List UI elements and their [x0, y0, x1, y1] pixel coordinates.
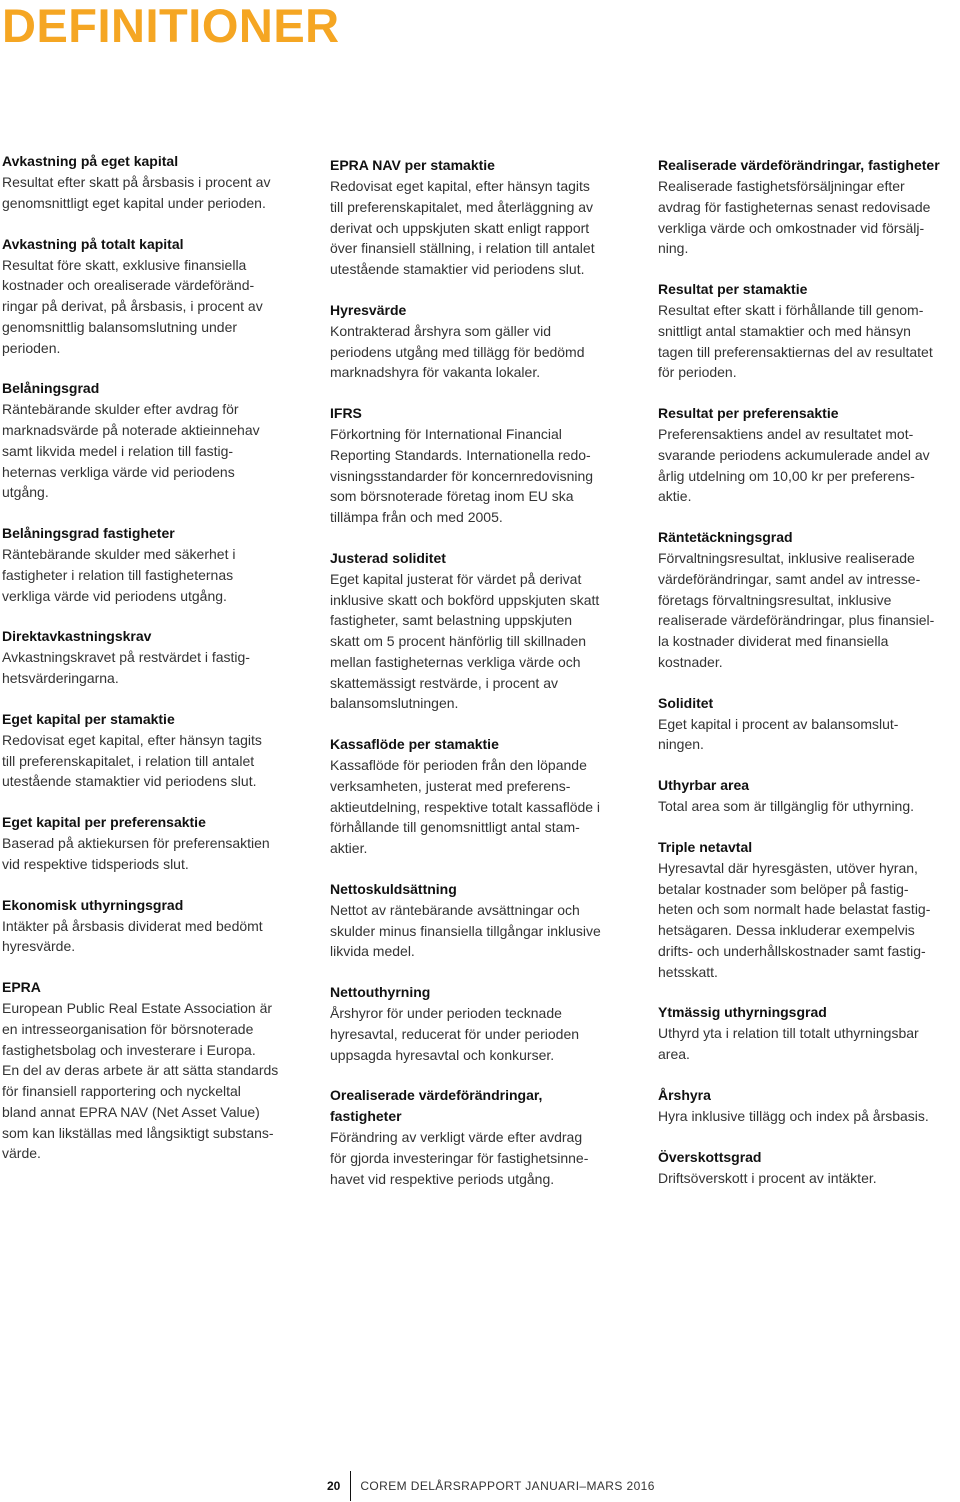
definition-entry [2, 812, 302, 875]
definition-text: European Public Real Estate Association är en intresseorganisation för börsnoterade fastighetsbolag och investerare i Europa. En del av deras arbete är att sätta standards för finansiell rapportering och nyckeltal bland annat EPRA NAV (Net Asset Value) som kan likställas med långsiktigt substans- värde. [2, 1000, 279, 1162]
definition-term: Triple netavtal [658, 838, 753, 855]
definition-text: Förkortning för International Financial Reporting Standards. Internationella redo- visningsstandarder för koncernredovisning som börsnoterade företag inom EU ska tillämpa från och med 2005. [330, 426, 594, 525]
definition-entry [658, 527, 958, 673]
definition-entry [330, 155, 630, 280]
definition-entry [330, 982, 630, 1065]
definition-entry [658, 279, 958, 383]
definition-term: Uthyrbar area [658, 777, 750, 793]
definition-entry [658, 155, 958, 259]
definition-term: Kassaflöde per stamaktie [330, 736, 499, 752]
definition-entry [330, 1085, 630, 1189]
definition-entry [658, 693, 958, 756]
definition-entry [658, 837, 958, 983]
definition-term: Överskottsgrad [658, 1148, 762, 1165]
definitions-column-2 [330, 155, 630, 1210]
definition-term: Resultat per preferensaktie [658, 405, 839, 421]
definition-text: Resultat efter skatt i förhållande till genom- snittligt antal stamaktier och med hänsyn tagen till preferensaktiernas del av resultatet för perioden. [658, 302, 933, 381]
definition-text: Total area som är tillgänglig för uthyrning. [658, 798, 915, 814]
definition-entry [2, 709, 302, 792]
definition-text: Hyra inklusive tillägg och index på årsbasis. [658, 1107, 929, 1124]
report-title: COREM DELÅRSRAPPORT JANUARI–MARS 2016 [360, 1479, 655, 1493]
definition-entry [2, 234, 302, 359]
definition-text: Avkastningskravet på restvärdet i fastig- hetsvärderingarna. [2, 649, 250, 686]
definitions-column-1 [2, 151, 302, 1184]
definition-entry [658, 1085, 958, 1127]
definition-text: Uthyrd yta i relation till totalt uthyrningsbar area. [658, 1025, 919, 1062]
definition-text: Årshyror för under perioden tecknade hyresavtal, reducerat för under perioden uppsagda hyresavtal och konkurser. [330, 1005, 580, 1063]
definition-text: Räntebärande skulder efter avdrag för marknadsvärde på noterade aktieinnehav samt likvida medel i relation till fastig- heternas verkliga värde vid periodens utgång. [2, 401, 260, 501]
definition-entry [2, 977, 302, 1164]
definition-entry [2, 895, 302, 958]
definition-term: Justerad soliditet [330, 549, 446, 566]
definition-term: Ytmässig uthyrningsgrad [658, 1004, 827, 1021]
definition-entry [2, 151, 302, 214]
definition-text: Nettot av räntebärande avsättningar och skulder minus finansiella tillgångar inklusive likvida medel. [330, 901, 601, 960]
definition-term: Årshyra [658, 1086, 711, 1103]
definition-entry [2, 523, 302, 606]
definition-term: Eget kapital per preferensaktie [2, 814, 206, 830]
definition-term: Direktavkastningskrav [2, 628, 152, 645]
definition-term: Ekonomisk uthyrningsgrad [2, 896, 184, 913]
definition-term: Nettouthyrning [330, 984, 431, 1000]
definition-text: Förvaltningsresultat, inklusive realiserade värdeförändringar, samt andel av intresse- företags förvaltningsresultat, inklusive realiserade värdeförändringar, plus finansiel- la kostnader dividerat med finansiella kostnader. [658, 550, 935, 670]
definition-entry [330, 734, 630, 859]
definition-text: Resultat efter skatt på årsbasis i procent av genomsnittligt eget kapital under perioden. [2, 174, 271, 211]
definition-term: Soliditet [658, 694, 714, 711]
definition-term: Avkastning på totalt kapital [2, 235, 184, 252]
definition-term: Eget kapital per stamaktie [2, 710, 175, 727]
definition-text: Realiserade fastighetsförsäljningar efter avdrag för fastigheternas senast redovisade verkliga värde och omkostnader vid försälj- ning. [658, 178, 931, 257]
definition-text: Hyresavtal där hyresgästen, utöver hyran, betalar kostnader som belöper på fastig- heten och som normalt hade belastat fastig- hetsägaren. Dessa inkluderar exempelvis drifts- och underhållskostnader samt fastig- hetsskatt. [658, 859, 931, 980]
definition-text: Förändring av verkligt värde efter avdrag för gjorda investeringar för fastighetsinne- havet vid respektive periods utgång. [330, 1129, 589, 1187]
definition-term: Orealiserade värdeförändringar, fastigheter [330, 1087, 543, 1125]
definition-term: EPRA [2, 979, 41, 995]
page-title: DEFINITIONER [2, 0, 340, 52]
definition-text: Resultat före skatt, exklusive finansiella kostnader och orealiserade värdeföränd- ringar på derivat, på årsbasis, i procent av genomsnittlig balansomslutning under perioden. [2, 256, 263, 356]
definition-term: IFRS [330, 405, 362, 421]
definition-term: EPRA NAV per stamaktie [330, 157, 495, 173]
definition-term: Hyresvärde [330, 301, 407, 318]
definition-text: Räntebärande skulder med säkerhet i fastigheter i relation till fastigheternas verkliga värde vid periodens utgång. [2, 546, 236, 604]
page-number: 20 [327, 1479, 341, 1493]
definition-entry [658, 403, 958, 507]
definition-term: Belåningsgrad [2, 380, 100, 397]
definition-term: Belåningsgrad fastigheter [2, 525, 175, 541]
definition-entry [330, 548, 630, 714]
definition-text: Redovisat eget kapital, efter hänsyn tagits till preferenskapitalet, med återläggning av derivat och uppskjuten skatt enligt rapport över finansiell ställning, i relation till antalet utestående stamaktier vid periodens slut. [330, 178, 595, 277]
definition-entry [2, 378, 302, 503]
definition-entry [658, 1147, 958, 1189]
definition-term: Nettoskuldsättning [330, 880, 457, 897]
definition-entry [330, 300, 630, 383]
definition-term: Avkastning på eget kapital [2, 153, 179, 169]
definition-term: Realiserade värdeförändringar, fastigheter [658, 157, 940, 173]
definition-text: Eget kapital justerat för värdet på derivat inklusive skatt och bokförd uppskjuten skatt fastigheter, samt belastning uppskjuten skatt om 5 procent hänförlig till skillnaden mellan fastigheternas verkliga värde och skattemässigt restvärde, i procent av balansomslutningen. [330, 570, 600, 712]
definitions-column-3 [658, 155, 958, 1208]
definition-text: Eget kapital i procent av balansomslut- ningen. [658, 715, 899, 753]
definition-entry [330, 403, 630, 528]
definition-text: Kontrakterad årshyra som gäller vid periodens utgång med tillägg för bedömd marknadshyra för vakanta lokaler. [330, 322, 585, 381]
definition-text: Kassaflöde för perioden från den löpande verksamheten, justerat med preferens- aktieutdelning, respektive totalt kassaflöde i förhållande till genomsnittligt antal stam- aktier. [330, 757, 601, 856]
page-footer [327, 1470, 655, 1502]
definition-entry [330, 879, 630, 962]
definition-term: Räntetäckningsgrad [658, 529, 793, 545]
definition-text: Intäkter på årsbasis dividerat med bedömt hyresvärde. [2, 917, 263, 955]
definition-text: Preferensaktiens andel av resultatet mot- svarande periodens ackumulerade andel av årlig utdelning om 10,00 kr per preferens- aktie. [658, 426, 930, 505]
definition-text: Driftsöverskott i procent av intäkter. [658, 1169, 877, 1186]
definition-entry [658, 775, 958, 817]
definition-entry [2, 626, 302, 689]
definition-text: Redovisat eget kapital, efter hänsyn tagits till preferenskapitalet, i relation till antalet utestående stamaktier vid periodens slut. [2, 731, 262, 790]
definition-term: Resultat per stamaktie [658, 281, 808, 297]
definition-entry [658, 1002, 958, 1065]
definition-text: Baserad på aktiekursen för preferensaktien vid respektive tidsperiods slut. [2, 835, 270, 872]
